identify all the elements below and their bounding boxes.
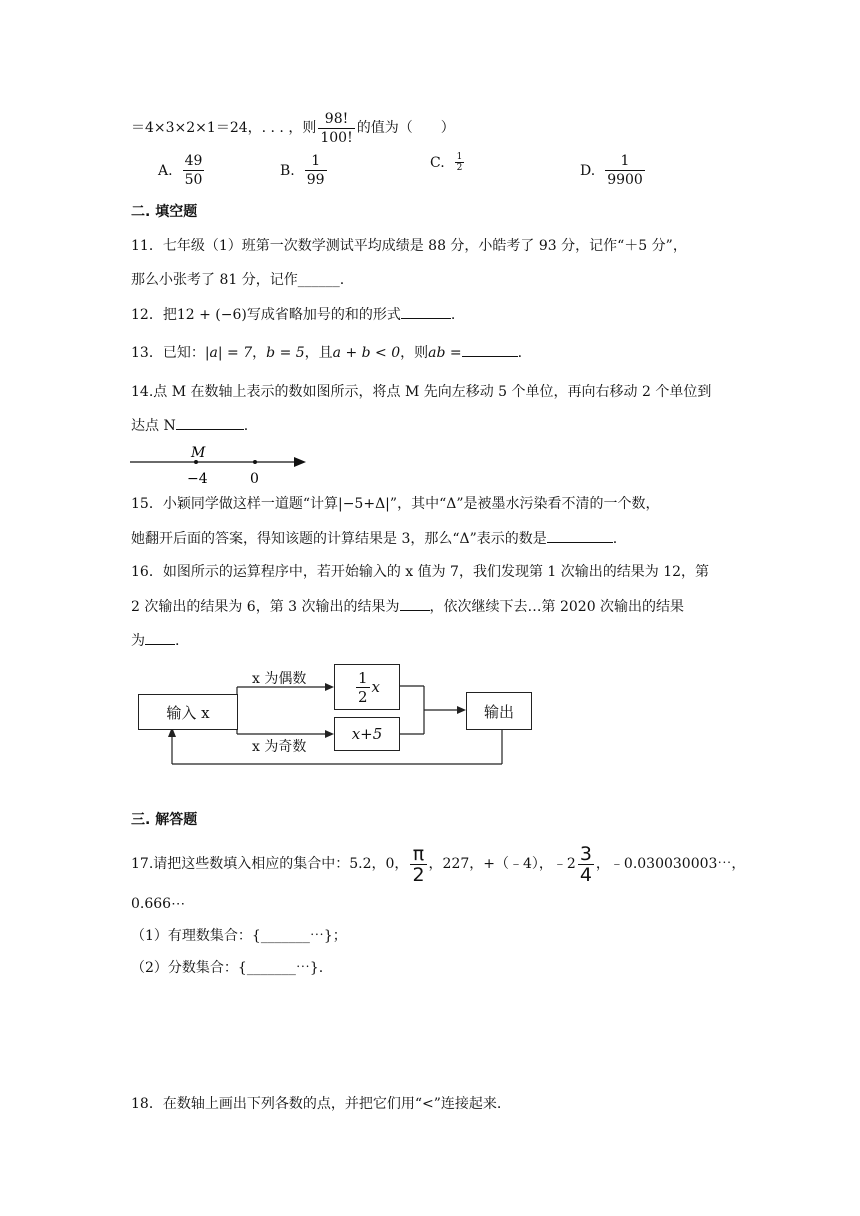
q17-line2: 0.666⋯ xyxy=(131,896,186,912)
pi-over-2-fraction: $\frac{\pi}{2}$ xyxy=(412,842,425,886)
tick-label-zero: 0 xyxy=(250,471,259,486)
option-d[interactable]: D. $\frac{1}{9900}$ xyxy=(580,153,643,188)
flow-input-box: 输入 x xyxy=(138,694,238,730)
arrow-to-half-icon xyxy=(325,683,334,691)
option-a[interactable]: A. $\frac{49}{50}$ xyxy=(158,153,203,188)
flow-output-box: 输出 xyxy=(466,692,532,730)
q16-line3: 为 . xyxy=(131,630,179,651)
flow-odd-label: x 为奇数 xyxy=(252,739,307,755)
q18-line: 18．在数轴上画出下列各数的点，并把它们用“<”连接起来. xyxy=(131,1096,502,1112)
q10-fraction: $\frac{98!}{100!}$ xyxy=(320,110,353,146)
arrow-to-output-icon xyxy=(457,706,466,714)
option-c[interactable]: C. $\frac{1}{2}$ xyxy=(430,152,463,173)
q17-sub2: （2）分数集合：{_______⋯}. xyxy=(131,960,324,976)
option-b[interactable]: B. $\frac{1}{99}$ xyxy=(280,153,325,188)
flow-plus5-box: x+5 xyxy=(334,717,400,751)
q17-sub1: （1）有理数集合：{_______⋯}； xyxy=(131,928,347,944)
q15-line1: 15．小颖同学做这样一道题“计算|−5+Δ|”，其中“Δ”是被墨水污染看不清的一个数， xyxy=(131,496,660,512)
flow-half-box: $\frac{1}{2}$ x xyxy=(334,664,400,710)
q17-line1: 17.请把这些数填入相应的集合中：5.2，0， $\frac{\pi}{2}$ ，227，+（﹣4），﹣2 $\frac{3}{4}$ ，﹣0.030030003⋯， xyxy=(131,842,746,886)
q13-line: 13．已知：|a| = 7，b = 5，且a + b < 0，则ab = . xyxy=(131,342,522,363)
section-title-solve: 三. 解答题 xyxy=(131,812,198,828)
q12-line: 12．把12 + (−6)写成省略加号的和的形式 . xyxy=(131,304,455,325)
q14-line2: 达点 N . xyxy=(131,415,248,436)
flow-even-label: x 为偶数 xyxy=(252,671,307,687)
q14-line1: 14.点 M 在数轴上表示的数如图所示，将点 M 先向左移动 5 个单位，再向右移动 2 个单位到 xyxy=(131,384,712,400)
q16-line2: 2 次输出的结果为 6，第 3 次输出的结果为 ，依次继续下去…第 2020 次输出的结果 xyxy=(131,596,684,617)
tick-label-neg4: −4 xyxy=(187,471,208,486)
q11-line2: 那么小张考了 81 分，记作______. xyxy=(131,272,345,288)
q11-line1: 11．七年级（1）班第一次数学测试平均成绩是 88 分，小皓考了 93 分，记作“＋5 分”， xyxy=(131,238,687,254)
mixed-fraction: $\frac{3}{4}$ xyxy=(579,842,592,886)
point-m-label: M xyxy=(191,445,206,461)
q10-prefix: ＝4×3×2×1＝24，. . . ，则 xyxy=(131,120,317,136)
q12-expression: 12 + (−6) xyxy=(176,307,247,323)
q15-line2: 她翻开后面的答案，得知该题的计算结果是 3，那么“Δ”表示的数是 . xyxy=(131,528,617,549)
q10-suffix: 的值为（ ） xyxy=(356,120,455,136)
arrow-to-plus5-icon xyxy=(325,730,334,738)
section-title-fill-blank: 二. 填空题 xyxy=(131,204,198,220)
q16-line1: 16．如图所示的运算程序中，若开始输入的 x 值为 7，我们发现第 1 次输出的结果为 12，第 xyxy=(131,564,710,580)
